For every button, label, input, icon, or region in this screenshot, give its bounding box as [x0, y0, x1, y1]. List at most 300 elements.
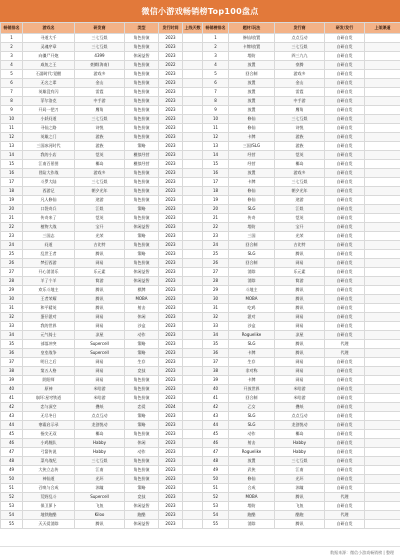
table-cell: 沐瞳: [275, 484, 325, 493]
table-cell: 角色扮演: [125, 79, 159, 88]
table-cell: 游戏多: [275, 169, 325, 178]
table-cell: 恺英: [75, 214, 125, 223]
table-cell: 9: [1, 106, 23, 115]
table-cell: 冒险大作战: [23, 169, 75, 178]
column-header: 畅销排名: [1, 23, 23, 34]
table-cell: 角色扮演: [125, 385, 159, 394]
table-cell: 吉比特: [275, 241, 325, 250]
table-cell: 模拟经营: [125, 160, 159, 169]
table-cell: [365, 511, 400, 520]
table-row: [1, 304, 400, 313]
table-row: [1, 502, 400, 511]
table-cell: 口袋奇兵: [23, 205, 75, 214]
table-cell: 43: [1, 412, 23, 421]
table-cell: SLG: [229, 412, 275, 421]
table-cell: Roguelike: [229, 331, 275, 340]
table-cell: 游戏多: [75, 70, 125, 79]
table-cell: 休闲: [125, 439, 159, 448]
table-cell: [365, 214, 400, 223]
table-cell: 凉屋: [275, 331, 325, 340]
table-cell: SLG: [229, 250, 275, 259]
table-row: [1, 376, 400, 385]
table-cell: 5: [1, 70, 23, 79]
table-cell: 3: [203, 52, 229, 61]
table-cell: 54: [203, 511, 229, 520]
table-cell: [365, 385, 400, 394]
table-cell: 休闲益智: [125, 277, 159, 286]
table-cell: 射击: [229, 439, 275, 448]
table-cell: 35: [1, 340, 23, 349]
table-cell: 46: [203, 439, 229, 448]
table-cell: [365, 520, 400, 529]
table-cell: 自研自发: [325, 43, 365, 52]
table-cell: 简游: [275, 277, 325, 286]
table-cell: 策略: [125, 232, 159, 241]
table-cell: 非对称: [229, 367, 275, 376]
table-cell: 椰岛: [75, 160, 125, 169]
table-cell: 5: [203, 70, 229, 79]
table-cell: 植物大战: [23, 223, 75, 232]
table-cell: 梦幻西游: [23, 259, 75, 268]
table-cell: 自研自发: [325, 169, 365, 178]
table-cell: [365, 340, 400, 349]
table-cell: 2023: [159, 439, 183, 448]
table-cell: 小鸡舰队: [23, 439, 75, 448]
table-cell: 我的小店: [23, 151, 75, 160]
table-cell: 角色扮演: [125, 106, 159, 115]
table-cell: 角色扮演: [125, 97, 159, 106]
table-cell: 明日之后: [23, 358, 75, 367]
ranking-table: [0, 22, 400, 529]
table-cell: 自研自发: [325, 232, 365, 241]
table-cell: [365, 70, 400, 79]
table-cell: 2: [203, 43, 229, 52]
table-cell: 传奇: [229, 214, 275, 223]
table-cell: 2023: [159, 205, 183, 214]
table-cell: 22: [1, 223, 23, 232]
table-cell: 简游: [75, 277, 125, 286]
table-cell: 角色扮演: [125, 475, 159, 484]
table-cell: 50: [203, 475, 229, 484]
table-cell: 江南: [75, 466, 125, 475]
table-cell: 28: [1, 277, 23, 286]
table-cell: 江娱: [275, 205, 325, 214]
table-cell: [365, 403, 400, 412]
table-cell: 角色扮演: [125, 187, 159, 196]
table-cell: [365, 493, 400, 502]
table-cell: 无尽冬日: [23, 412, 75, 421]
table-cell: 放置: [229, 61, 275, 70]
column-header: 上线天数: [183, 23, 203, 34]
table-cell: 10: [203, 115, 229, 124]
table-cell: [365, 430, 400, 439]
table-row: [1, 205, 400, 214]
table-cell: 2023: [159, 151, 183, 160]
table-cell: [183, 115, 203, 124]
table-cell: [183, 97, 203, 106]
table-cell: 第五人格: [23, 367, 75, 376]
table-cell: 17: [203, 178, 229, 187]
table-cell: 斗地主: [229, 286, 275, 295]
table-cell: 自研自发: [325, 61, 365, 70]
table-cell: 修仙: [229, 187, 275, 196]
table-cell: 三七互娱: [75, 178, 125, 187]
table-cell: 自研自发: [325, 160, 365, 169]
table-row: [1, 295, 400, 304]
table-row: [1, 160, 400, 169]
table-row: [1, 430, 400, 439]
table-cell: 自研自发: [325, 178, 365, 187]
table-cell: Supercell: [75, 493, 125, 502]
table-cell: 网易: [75, 322, 125, 331]
table-cell: 2023: [159, 520, 183, 529]
table-cell: 6: [203, 79, 229, 88]
table-cell: [183, 223, 203, 232]
table-cell: 自研自发: [325, 124, 365, 133]
table-cell: 策略: [125, 250, 159, 259]
table-cell: 2023: [159, 385, 183, 394]
table-cell: 2023: [159, 241, 183, 250]
table-cell: 25: [1, 250, 23, 259]
table-cell: 21: [203, 214, 229, 223]
table-cell: 42: [1, 403, 23, 412]
table-cell: [365, 259, 400, 268]
table-cell: 网易: [75, 313, 125, 322]
table-cell: 三七互娱: [275, 115, 325, 124]
table-cell: 自研自发: [325, 367, 365, 376]
table-cell: 消除: [229, 268, 275, 277]
table-cell: 38: [1, 367, 23, 376]
table-cell: [365, 88, 400, 97]
table-cell: 11: [203, 124, 229, 133]
table-cell: [365, 313, 400, 322]
table-cell: 塔防: [229, 223, 275, 232]
table-cell: [183, 313, 203, 322]
table-cell: 2023: [159, 304, 183, 313]
table-cell: [183, 394, 203, 403]
table-cell: 点点互动: [275, 412, 325, 421]
table-cell: 模拟经营: [125, 151, 159, 160]
table-cell: 27: [203, 268, 229, 277]
table-cell: [183, 304, 203, 313]
table-cell: 卡牌: [229, 376, 275, 385]
table-row: [1, 133, 400, 142]
table-cell: 42: [203, 403, 229, 412]
table-cell: [183, 214, 203, 223]
table-cell: 9: [203, 106, 229, 115]
table-cell: 6: [1, 79, 23, 88]
table-cell: 32: [1, 313, 23, 322]
table-cell: 凡人修仙: [23, 196, 75, 205]
table-cell: 网易: [275, 322, 325, 331]
table-cell: 网易: [75, 259, 125, 268]
table-cell: 网易: [275, 259, 325, 268]
table-cell: MOBA: [229, 493, 275, 502]
table-cell: [365, 250, 400, 259]
table-cell: 腾讯: [275, 295, 325, 304]
table-cell: 49: [1, 466, 23, 475]
table-cell: SLG: [229, 205, 275, 214]
table-cell: 自研自发: [325, 277, 365, 286]
table-cell: 豪腾: [275, 61, 325, 70]
table-cell: 33: [203, 322, 229, 331]
table-row: [1, 124, 400, 133]
table-row: [1, 403, 400, 412]
table-cell: [365, 322, 400, 331]
table-cell: 动作: [125, 331, 159, 340]
table-cell: 16: [203, 169, 229, 178]
table-cell: 2023: [159, 412, 183, 421]
table-cell: 网易: [275, 367, 325, 376]
table-cell: 自研自发: [325, 403, 365, 412]
table-cell: 55: [1, 520, 23, 529]
table-cell: 2023: [159, 79, 183, 88]
table-row: [1, 97, 400, 106]
table-cell: 原神: [23, 385, 75, 394]
table-cell: 自研自发: [325, 52, 365, 61]
table-row: [1, 187, 400, 196]
table-cell: [183, 412, 203, 421]
table-cell: 游族: [275, 142, 325, 151]
table-cell: 米哈游: [275, 394, 325, 403]
table-cell: 自研自发: [325, 259, 365, 268]
table-cell: 54: [1, 511, 23, 520]
table-cell: 2023: [159, 466, 183, 475]
table-cell: 自研自发: [325, 196, 365, 205]
table-cell: 自研自发: [325, 457, 365, 466]
table-cell: 23: [1, 232, 23, 241]
table-cell: 三国志: [23, 232, 75, 241]
table-cell: 修仙: [229, 196, 275, 205]
table-cell: 51: [203, 484, 229, 493]
table-cell: [183, 331, 203, 340]
table-cell: 2023: [159, 295, 183, 304]
table-cell: 2023: [159, 196, 183, 205]
table-row: [1, 52, 400, 61]
table-cell: SLG: [229, 340, 275, 349]
table-cell: 2023: [159, 250, 183, 259]
table-cell: [365, 124, 400, 133]
table-cell: 英雄之门: [23, 133, 75, 142]
table-cell: 腾讯: [275, 250, 325, 259]
table-cell: 代理: [325, 493, 365, 502]
table-cell: 游族: [75, 142, 125, 151]
table-cell: 29: [203, 286, 229, 295]
table-cell: [183, 493, 203, 502]
table-cell: [183, 241, 203, 250]
table-cell: [183, 169, 203, 178]
table-cell: 47: [1, 448, 23, 457]
table-cell: 2023: [159, 124, 183, 133]
table-cell: 角色扮演: [125, 394, 159, 403]
table-cell: 自研自发: [325, 115, 365, 124]
table-cell: 我的世界: [23, 322, 75, 331]
table-cell: 角色扮演: [125, 241, 159, 250]
table-cell: 放置: [229, 97, 275, 106]
table-cell: [365, 277, 400, 286]
table-cell: [365, 376, 400, 385]
table-cell: 召唤与合成: [23, 484, 75, 493]
table-cell: 网易: [275, 313, 325, 322]
table-row: [1, 259, 400, 268]
table-cell: 开局一把刀: [23, 106, 75, 115]
table-cell: 16: [1, 169, 23, 178]
table-cell: 49: [203, 466, 229, 475]
table-cell: 2023: [159, 142, 183, 151]
table-cell: 修仙/放置: [229, 34, 275, 43]
table-cell: 自研自发: [325, 133, 365, 142]
table-cell: 休闲: [125, 313, 159, 322]
table-cell: 25: [203, 250, 229, 259]
table-cell: 自研自发: [325, 502, 365, 511]
table-cell: 2023: [159, 160, 183, 169]
table-row: [1, 313, 400, 322]
table-cell: [183, 43, 203, 52]
table-cell: 三国: [229, 232, 275, 241]
table-row: [1, 70, 400, 79]
page-title: 微信小游戏畅销榜Top100盘点: [0, 0, 400, 22]
table-cell: 8: [203, 97, 229, 106]
table-cell: 椰岛: [275, 160, 325, 169]
table-row: [1, 79, 400, 88]
table-cell: 蛋仔派对: [23, 313, 75, 322]
table-cell: 2023: [159, 349, 183, 358]
table-cell: 20: [203, 205, 229, 214]
table-cell: 吃鸡: [229, 304, 275, 313]
table-row: [1, 43, 400, 52]
table-cell: 55: [203, 520, 229, 529]
column-header: 畅销榜排名: [203, 23, 229, 34]
table-cell: 2023: [159, 277, 183, 286]
table-cell: 腾讯: [75, 295, 125, 304]
table-cell: Habby: [75, 448, 125, 457]
table-cell: 8: [1, 97, 23, 106]
table-cell: [183, 502, 203, 511]
table-cell: [365, 331, 400, 340]
table-cell: [365, 286, 400, 295]
table-cell: 宝开: [75, 223, 125, 232]
table-cell: 2023: [159, 457, 183, 466]
table-cell: 自研自发: [325, 520, 365, 529]
table-cell: 恺英: [75, 151, 125, 160]
table-cell: 50: [1, 475, 23, 484]
table-cell: [365, 241, 400, 250]
table-cell: 自研自发: [325, 484, 365, 493]
table-cell: 12: [1, 133, 23, 142]
table-cell: 2023: [159, 223, 183, 232]
table-cell: [365, 187, 400, 196]
table-cell: 自研自发: [325, 187, 365, 196]
table-cell: 沙盒: [125, 322, 159, 331]
table-cell: 腾讯: [275, 340, 325, 349]
table-cell: 自研自发: [325, 268, 365, 277]
table-cell: 放置: [229, 88, 275, 97]
table-cell: 角色扮演: [125, 43, 159, 52]
table-cell: 椰岛: [75, 430, 125, 439]
table-cell: [183, 52, 203, 61]
table-cell: 41: [203, 394, 229, 403]
table-row: [1, 421, 400, 430]
table-cell: 乙女: [229, 403, 275, 412]
table-cell: 38: [203, 367, 229, 376]
table-cell: 网易: [75, 358, 125, 367]
table-cell: 生存: [229, 358, 275, 367]
table-cell: [183, 403, 203, 412]
table-cell: 阴阳师: [23, 376, 75, 385]
table-cell: 恺英: [275, 151, 325, 160]
table-cell: 地铁跑酷: [23, 511, 75, 520]
table-cell: 2023: [159, 493, 183, 502]
table-cell: 代理: [325, 349, 365, 358]
table-cell: 金山: [275, 79, 325, 88]
table-cell: [365, 268, 400, 277]
table-cell: [365, 133, 400, 142]
table-cell: [183, 421, 203, 430]
table-cell: 自研自发: [325, 79, 365, 88]
table-cell: [183, 367, 203, 376]
table-cell: 光荣: [75, 232, 125, 241]
table-cell: 武侠: [229, 466, 275, 475]
table-cell: 48: [203, 457, 229, 466]
table-cell: 米哈游: [275, 385, 325, 394]
table-header-row: [1, 23, 400, 34]
table-cell: 途游: [275, 196, 325, 205]
table-cell: 30: [1, 295, 23, 304]
table-cell: [183, 376, 203, 385]
table-cell: 米哈游: [75, 394, 125, 403]
table-cell: 开心消消乐: [23, 268, 75, 277]
column-header: 类型: [125, 23, 159, 34]
table-cell: 1: [1, 34, 23, 43]
table-cell: [183, 268, 203, 277]
table-cell: 40: [1, 385, 23, 394]
table-cell: 代理: [325, 340, 365, 349]
table-row: [1, 115, 400, 124]
table-cell: 角色扮演: [125, 70, 159, 79]
table-cell: 26: [1, 259, 23, 268]
table-cell: [183, 484, 203, 493]
table-cell: [365, 43, 400, 52]
table-cell: 放置: [229, 457, 275, 466]
table-cell: 2023: [159, 331, 183, 340]
table-cell: 英雄没有闪: [23, 88, 75, 97]
table-cell: 30: [203, 295, 229, 304]
table-cell: 代理: [325, 511, 365, 520]
table-cell: 自研自发: [325, 322, 365, 331]
table-row: [1, 268, 400, 277]
table-cell: 崩坏:星穹铁道: [23, 394, 75, 403]
column-header: 游戏名: [23, 23, 75, 34]
column-header: 发行时间: [159, 23, 183, 34]
table-cell: 40: [203, 385, 229, 394]
column-header: 发行商: [275, 23, 325, 34]
table-cell: [183, 34, 203, 43]
table-cell: [365, 178, 400, 187]
table-cell: 自研自发: [325, 304, 365, 313]
table-cell: Supercell: [75, 340, 125, 349]
table-row: [1, 493, 400, 502]
table-cell: [365, 502, 400, 511]
table-cell: [183, 286, 203, 295]
table-cell: 龙创悦动: [275, 421, 325, 430]
table-cell: 2023: [159, 115, 183, 124]
table-cell: 角色扮演: [125, 133, 159, 142]
table-cell: 14: [203, 151, 229, 160]
table-cell: 2024: [159, 403, 183, 412]
table-cell: 米哈游: [75, 385, 125, 394]
table-cell: 休闲益智: [125, 520, 159, 529]
table-cell: 自研自发: [325, 448, 365, 457]
